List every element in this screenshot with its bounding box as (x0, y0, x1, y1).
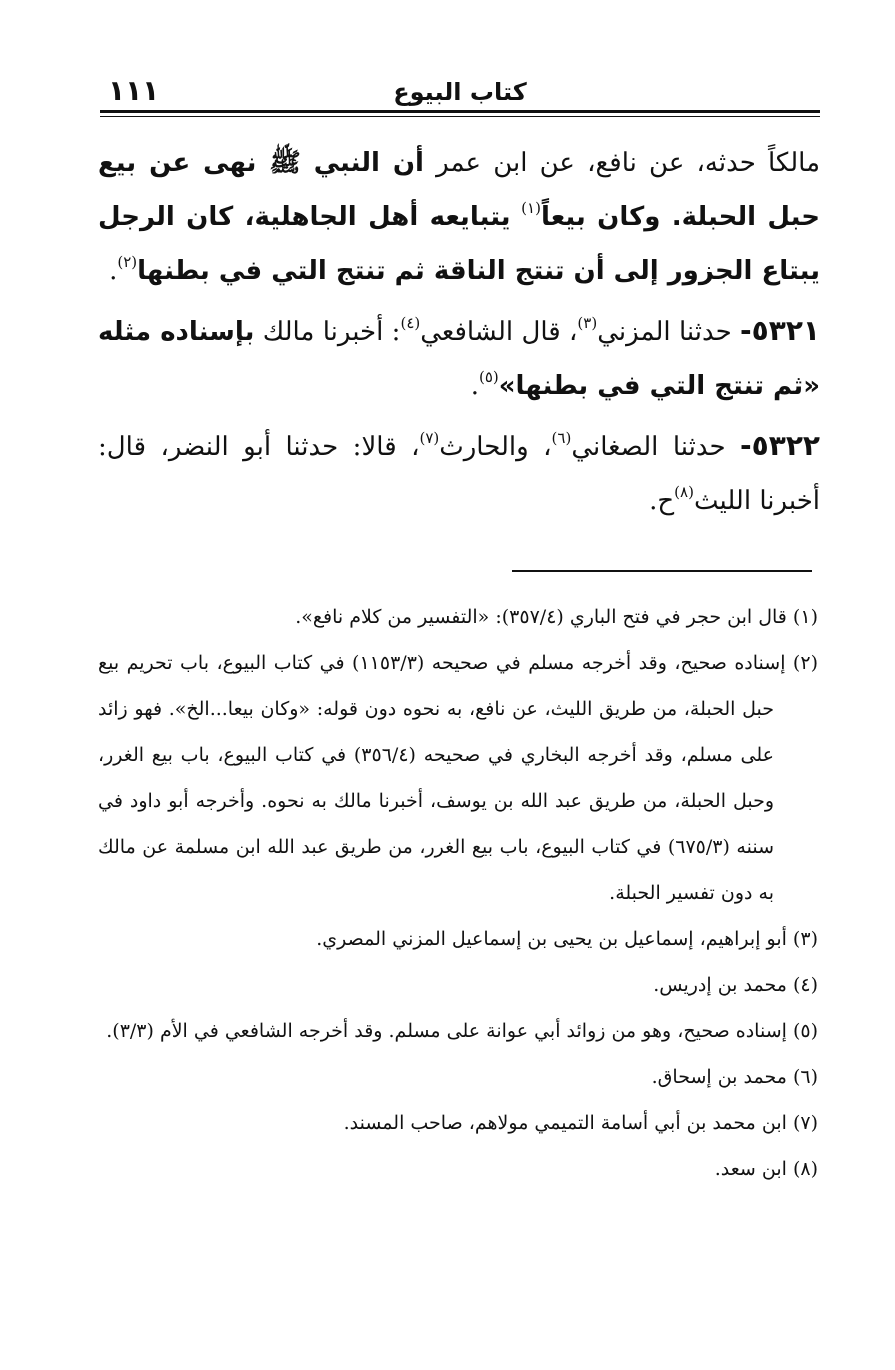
footnote-5: (٥) إسناده صحيح، وهو من زوائد أبي عوانة على مسلم. وقد أخرجه الشافعي في الأم (٣/٣). (106, 1020, 818, 1042)
hadith-5322 (98, 419, 820, 528)
footnote-ref-7: (٧) (419, 429, 440, 448)
chapter-title: كتاب البيوع (393, 78, 527, 106)
text-run: . (470, 371, 479, 401)
main-text (98, 136, 820, 534)
footnote-3: (٣) أبو إبراهيم، إسماعيل بن يحيى بن إسماعيل المزني المصري. (316, 928, 818, 950)
text-run: حدثنا الصغاني (571, 432, 726, 462)
footnote-ref-6: (٦) (551, 429, 572, 448)
footnote-ref-2: (٢) (117, 253, 138, 272)
text-run: ، قال الشافعي (420, 317, 578, 347)
paragraph-continuation (98, 136, 820, 298)
footnote-ref-8: (٨) (674, 483, 694, 502)
page-number: ١١١ (108, 74, 160, 107)
text-run: ، والحارث (439, 432, 552, 462)
text-run: . (109, 256, 118, 286)
text-run: مالكاً حدثه، عن نافع، عن ابن عمر (436, 148, 821, 178)
text-run: ، قالا: حدثنا أبو النضر، قال: أخبرنا الليث (98, 432, 820, 516)
footnote-separator (512, 570, 812, 572)
footnote-2: (٢) إسناده صحيح، وقد أخرجه مسلم في صحيحه (١١٥٣/٣) في كتاب البيوع، باب تحريم بيع حبل الحبلة، من طريق الليث، عن نافع، به نحوه دون قوله: «وكان بيعا...الخ». فهو زائد على مسلم، وقد أخرجه البخاري في صحيحه (٣٥٦/٤) في كتاب البيوع، باب بيع الغرر، وحبل الحبلة، من طريق عبد الله بن يوسف، أخبرنا مالك به نحوه. وأخرجه أبو داود في سننه (٦٧٥/٣) في كتاب البيوع، باب بيع الغرر، من طريق عبد الله ابن مسلمة عن مالك به دون تفسير الحبلة. (98, 652, 818, 904)
hadith-5321 (98, 304, 820, 413)
text-run: : أخبرنا مالك (262, 317, 401, 347)
hadith-matn: بإسناده مثله «ثم تنتج التي في بطنها» (98, 317, 820, 401)
footnote-4: (٤) محمد بن إدريس. (653, 974, 818, 996)
footnote-ref-4: (٤) (400, 314, 421, 333)
footnote-ref-1: (١) (521, 199, 541, 218)
hadith-matn: أن النبي ﷺ نهى عن بيع حبل الحبلة. وكان بيعاً (98, 148, 820, 232)
footnote-8: (٨) ابن سعد. (714, 1158, 818, 1180)
footnotes (98, 594, 818, 1192)
footnote-ref-5: (٥) (478, 368, 499, 387)
hadith-number: ٥٣٢١- (740, 314, 820, 347)
footnote-1: (١) قال ابن حجر في فتح الباري (٣٥٧/٤): «التفسير من كلام نافع». (295, 606, 818, 628)
hadith-number: ٥٣٢٢- (740, 429, 820, 462)
footnote-ref-3: (٣) (577, 314, 598, 333)
header-rule-thick (100, 110, 820, 113)
hadith-matn: يتبايعه أهل الجاهلية، كان الرجل يبتاع الجزور إلى أن تنتج الناقة ثم تنتج التي في بطنها (98, 202, 820, 286)
text-run: حدثنا المزني (597, 317, 732, 347)
footnote-7: (٧) ابن محمد بن أبي أسامة التميمي مولاهم، صاحب المسند. (343, 1112, 818, 1134)
header-rule-thin (100, 116, 820, 117)
footnote-6: (٦) محمد بن إسحاق. (651, 1066, 818, 1088)
text-run: ح. (649, 486, 675, 516)
